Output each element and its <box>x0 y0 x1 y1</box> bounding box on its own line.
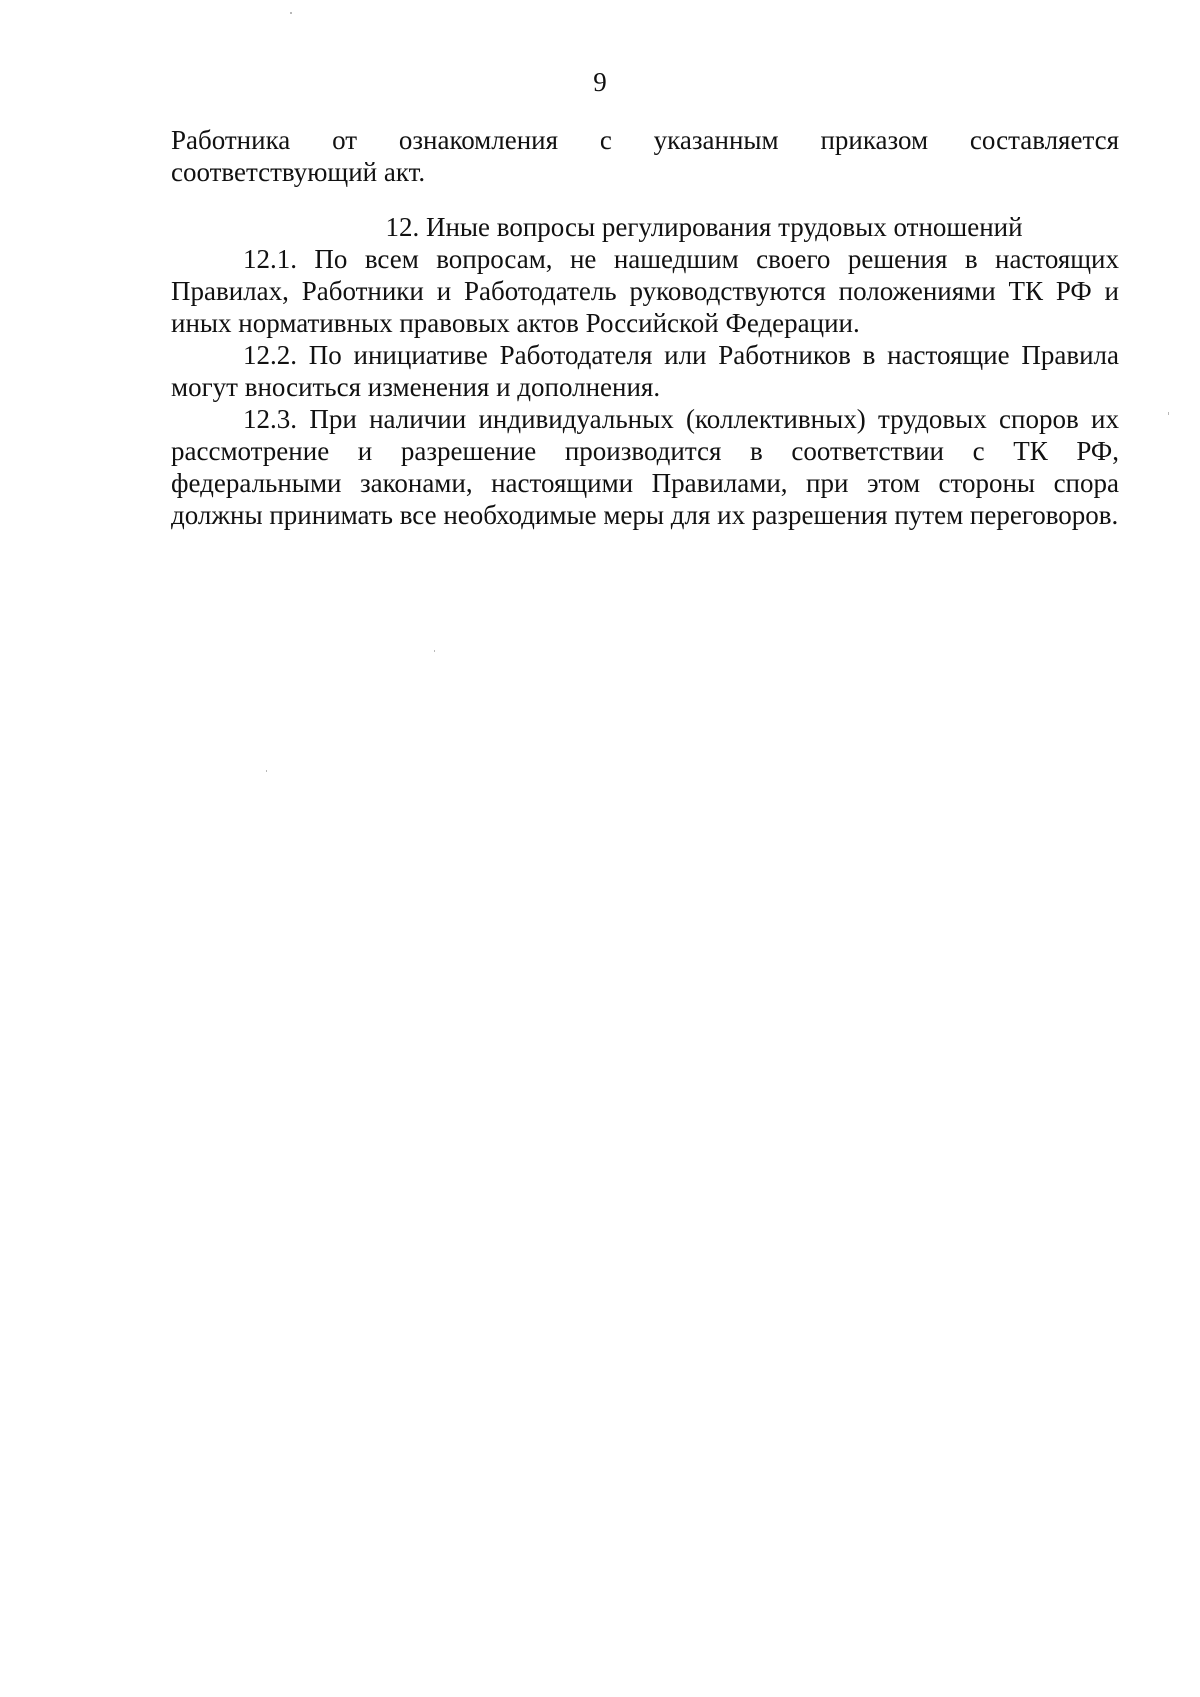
clause-12-2: 12.2. По инициативе Работодателя или Работников в настоящие Правила могут вноситься изменения и дополнения. <box>171 340 1119 402</box>
scan-speck <box>290 12 292 14</box>
intro-paragraph: Работника от ознакомления с указанным приказом составляется соответствующий акт. <box>171 125 1119 187</box>
scan-speck <box>266 770 267 772</box>
section-heading: 12. Иные вопросы регулирования трудовых отношений <box>385 212 1023 242</box>
clause-12-3: 12.3. При наличии индивидуальных (коллективных) трудовых споров их рассмотрение и разрешение производится в соответствии с ТК РФ, федеральными законами, настоящими Правилами, при этом стороны спора должны принимать все необходимые меры для их разрешения путем переговоров. <box>171 404 1119 530</box>
clause-12-1: 12.1. По всем вопросам, не нашедшим своего решения в настоящих Правилах, Работники и Работодатель руководствуются положениями ТК РФ и иных нормативных правовых актов Российской Федерации. <box>171 244 1119 338</box>
document-body <box>171 124 1119 531</box>
page-number: 9 <box>593 67 607 97</box>
scan-speck <box>1168 412 1169 415</box>
scan-speck <box>434 650 435 652</box>
